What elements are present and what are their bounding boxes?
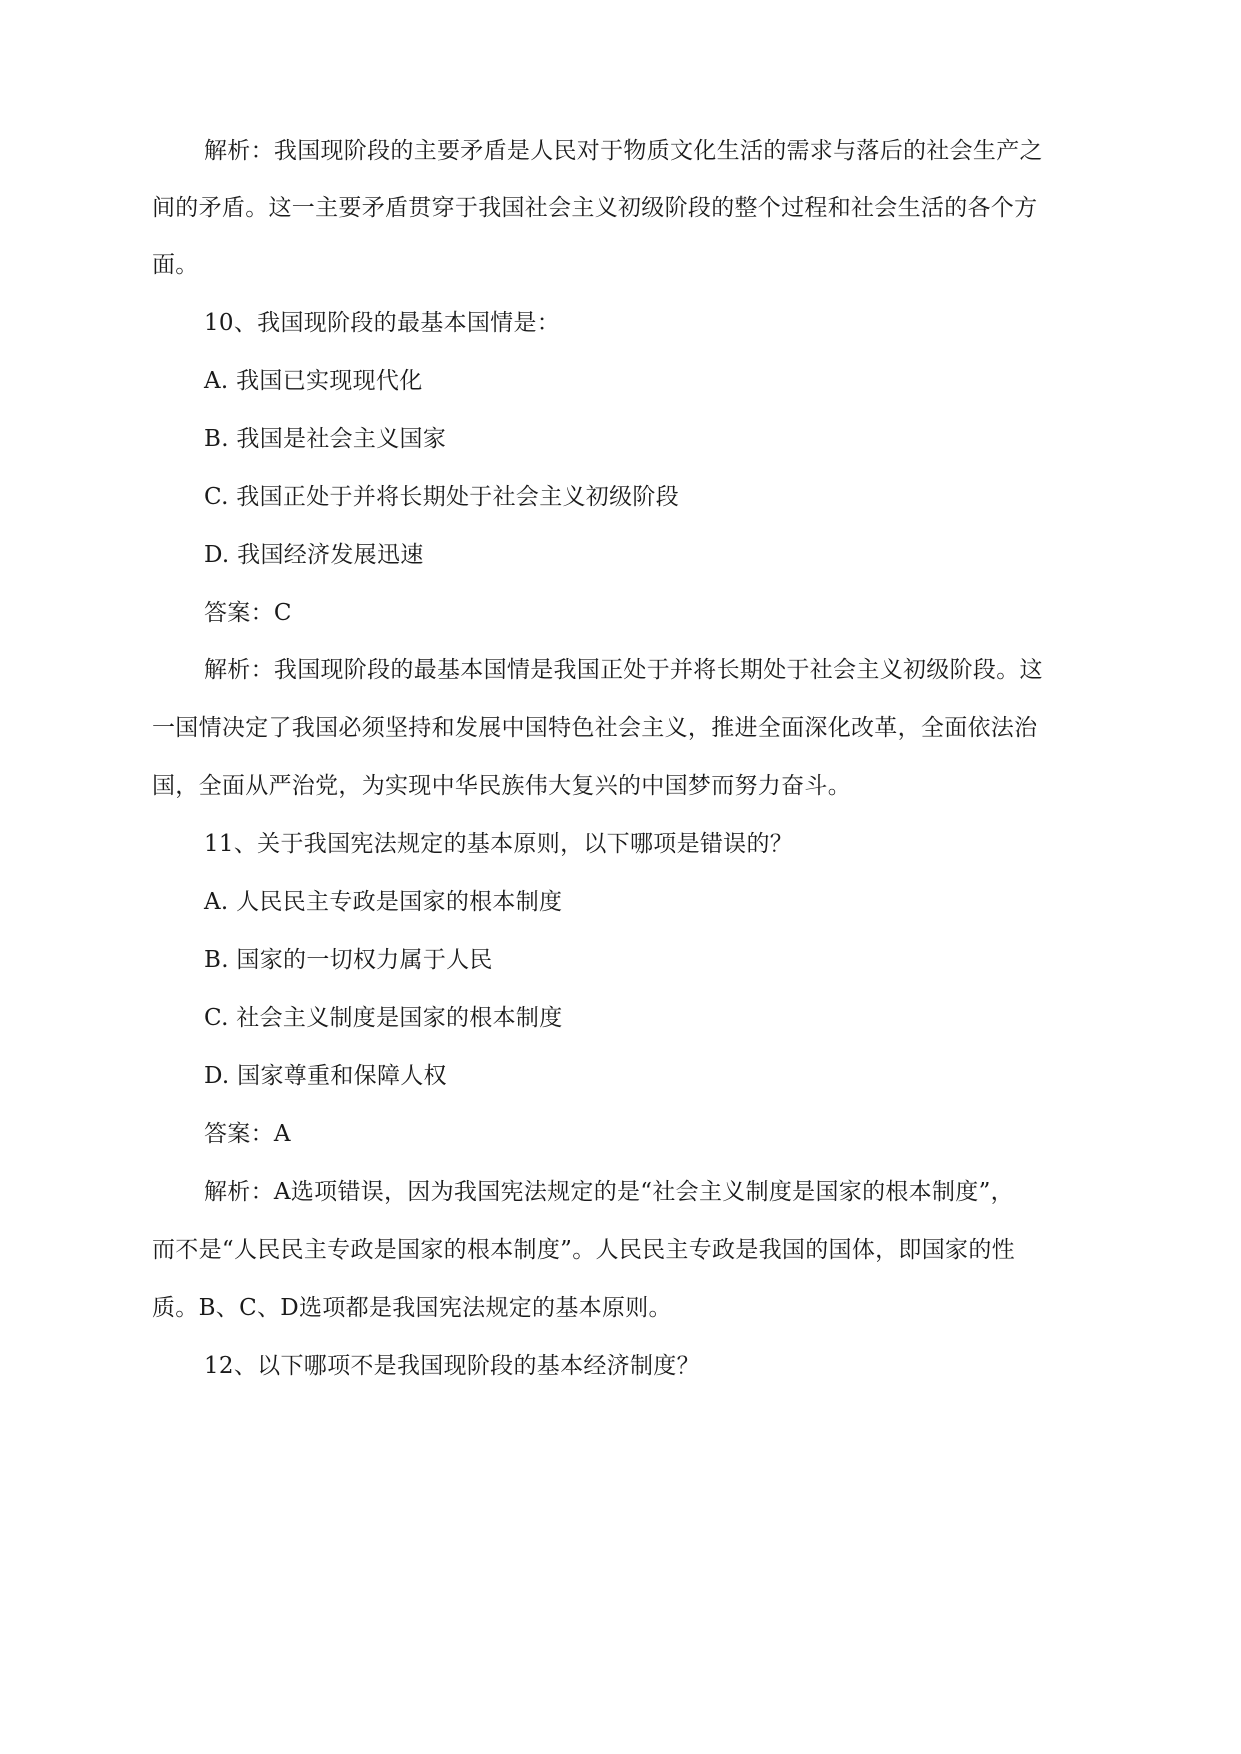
q10-option-c: C. 我国正处于并将长期处于社会主义初级阶段 bbox=[204, 484, 680, 510]
q11-analysis-line-1: 解析：A选项错误，因为我国宪法规定的是“社会主义制度是国家的根本制度”， bbox=[204, 1179, 1014, 1205]
q11-analysis-line-3: 质。B、C、D选项都是我国宪法规定的基本原则。 bbox=[152, 1295, 672, 1321]
q11-option-a: A. 人民民主专政是国家的根本制度 bbox=[204, 889, 563, 915]
q11-option-d: D. 国家尊重和保障人权 bbox=[204, 1063, 447, 1089]
q9-analysis-line-1: 解析：我国现阶段的主要矛盾是人民对于物质文化生活的需求与落后的社会生产之 bbox=[204, 138, 1043, 164]
q10-question: 10、我国现阶段的最基本国情是： bbox=[204, 310, 561, 336]
q10-option-a: A. 我国已实现现代化 bbox=[204, 368, 423, 394]
q11-analysis-line-2: 而不是“人民民主专政是国家的根本制度”。人民民主专政是我国的国体，即国家的性 bbox=[152, 1237, 1015, 1263]
q10-answer: 答案：C bbox=[204, 600, 292, 626]
q10-option-d: D. 我国经济发展迅速 bbox=[204, 542, 424, 568]
q10-analysis-line-1: 解析：我国现阶段的最基本国情是我国正处于并将长期处于社会主义初级阶段。这 bbox=[204, 657, 1043, 683]
q11-question: 11、关于我国宪法规定的基本原则，以下哪项是错误的？ bbox=[204, 831, 794, 857]
q11-answer: 答案：A bbox=[204, 1121, 291, 1147]
q9-analysis-line-2: 间的矛盾。这一主要矛盾贯穿于我国社会主义初级阶段的整个过程和社会生活的各个方 bbox=[152, 195, 1038, 221]
q10-analysis-line-3: 国，全面从严治党，为实现中华民族伟大复兴的中国梦而努力奋斗。 bbox=[152, 773, 851, 799]
q10-analysis-line-2: 一国情决定了我国必须坚持和发展中国特色社会主义，推进全面深化改革，全面依法治 bbox=[152, 715, 1038, 741]
q9-analysis-line-3: 面。 bbox=[152, 252, 199, 278]
q11-option-b: B. 国家的一切权力属于人民 bbox=[204, 947, 493, 973]
q10-option-b: B. 我国是社会主义国家 bbox=[204, 426, 447, 452]
q12-question: 12、以下哪项不是我国现阶段的基本经济制度？ bbox=[204, 1353, 700, 1379]
q11-option-c: C. 社会主义制度是国家的根本制度 bbox=[204, 1005, 563, 1031]
